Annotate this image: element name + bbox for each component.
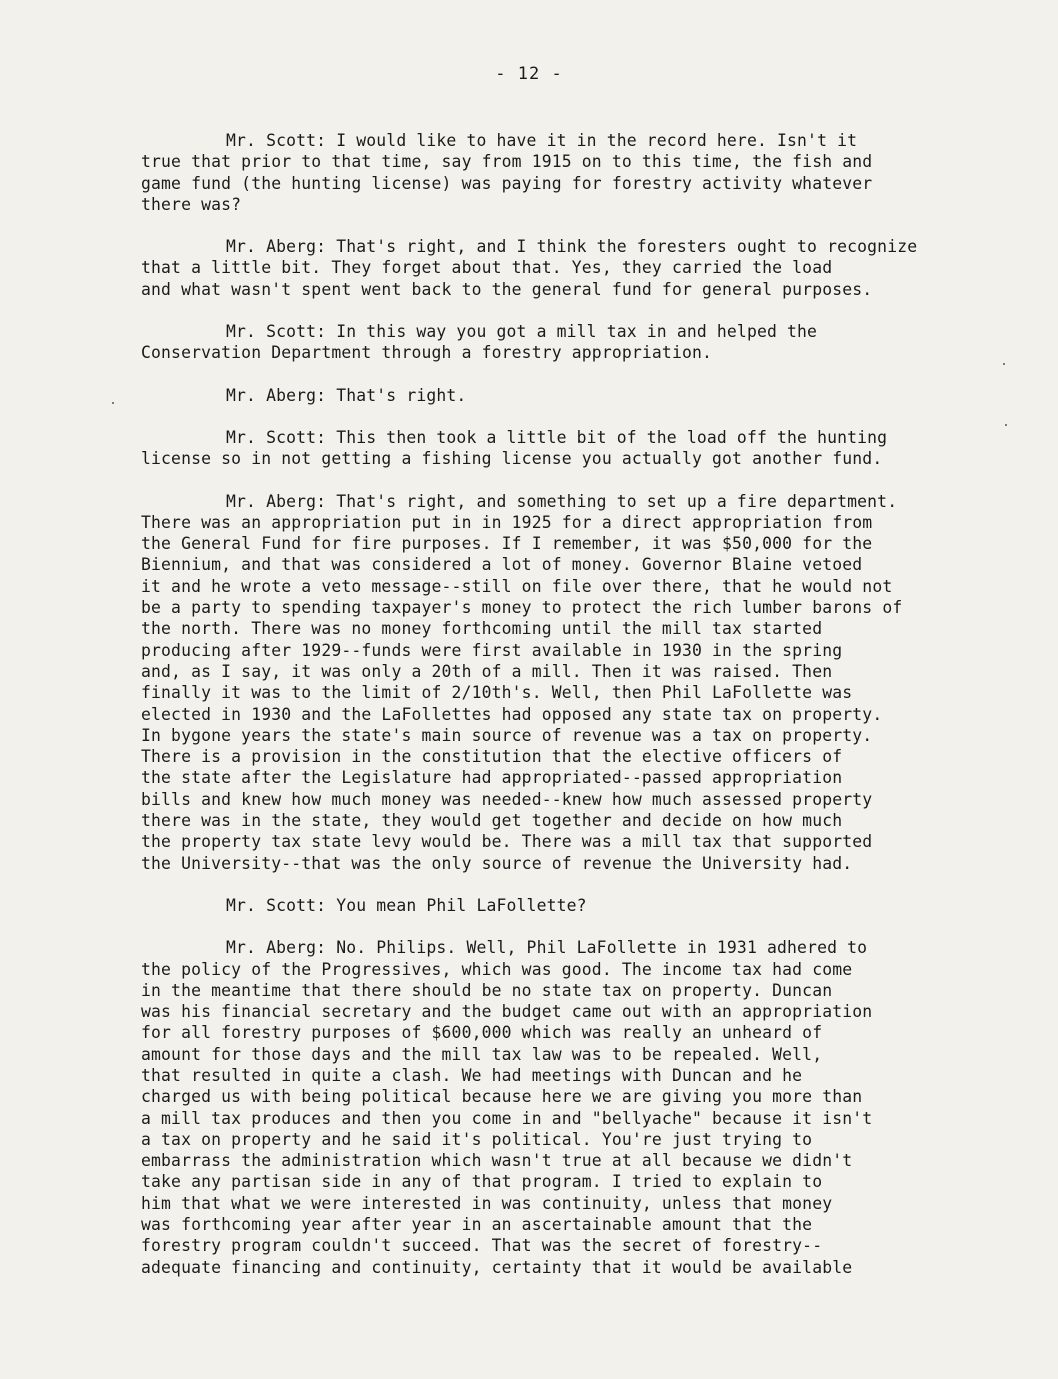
paragraph xyxy=(141,130,971,215)
paragraph-text: You mean Phil LaFollette? xyxy=(326,895,587,915)
speaker-label: Mr. Scott: xyxy=(226,895,327,915)
paragraph-text: I would like to have it in the record here. Isn't it true that prior to that time, say from 1915 on to this time, the fish and game fund (the hunting license) was paying for forestry activity whatever there was? xyxy=(141,131,873,214)
paragraph-text: That's right. xyxy=(326,385,467,405)
speaker-label: Mr. Scott: xyxy=(226,427,327,447)
speaker-label: Mr. Aberg: xyxy=(226,938,327,958)
paragraph xyxy=(141,321,971,364)
page-number: - 12 - xyxy=(495,64,563,84)
paragraph xyxy=(141,427,971,470)
paper-speck xyxy=(112,402,114,404)
paragraph-text: This then took a little bit of the load off the hunting license so in not getting a fishing license you actually got another fund. xyxy=(141,427,888,469)
speaker-label: Mr. Aberg: xyxy=(226,237,327,257)
paragraph-text: No. Philips. Well, Phil LaFollette in 1931 adhered to the policy of the Progressives, which was good. The income tax had come in the meantime that there should be no state tax on property. Duncan was his financial secretary and the budget came out with an appropriation for all forestry purposes of $600,000 which was really an unheard of amount for those days and the mill tax law was to be repealed. Well, that resulted in quite a clash. We had meetings with Duncan and he charged us with being political because here we are giving you more than a mill tax produces and then you come in and "bellyache" because it isn't a tax on property and he said it's political. You're just trying to embarrass the administration which wasn't true at all because we didn't take any partisan side in any of that program. I tried to explain to him that what we were interested in was continuity, unless that money was forthcoming year after year in an ascertainable amount that the forestry program couldn't succeed. That was the secret of forestry-- adequate financing and continuity, certainty that it would be available xyxy=(141,938,873,1277)
paragraph-text: That's right, and I think the foresters ought to recognize that a little bit. They forget about that. Yes, they carried the load and what wasn't spent went back to the general fund for general purposes. xyxy=(141,237,918,299)
paragraph xyxy=(141,937,971,1278)
transcript-body xyxy=(141,130,971,1299)
paragraph-text: That's right, and something to set up a fire department. There was an appropriation put in in 1925 for a direct appropriation from the General Fund for fire purposes. If I remember, it was $50,000 for the Biennium, and that was considered a lot of money. Governor Blaine vetoed it and he wrote a veto message--still on file over there, that he would not be a party to spending taxpayer's money to protect the rich lumber barons of the north. There was no money forthcoming until the mill tax started producing after 1929--funds were first available in 1930 in the spring and, as I say, it was only a 20th of a mill. Then it was raised. Then finally it was to the limit of 2/10th's. Well, then Phil LaFollette was elected in 1930 and the LaFollettes had opposed any state tax on property. In bygone years the state's main source of revenue was a tax on property. There is a provision in the constitution that the elective officers of the state after the Legislature had appropriated--passed appropriation bills and knew how much money was needed--knew how much assessed property there was in the state, they would get together and decide on how much the property tax state levy would be. There was a mill tax that supported the University--that was the only source of revenue the University had. xyxy=(141,491,903,873)
paper-speck xyxy=(1003,363,1005,365)
paper-speck xyxy=(1005,424,1007,426)
paragraph xyxy=(141,236,971,300)
paragraph xyxy=(141,491,971,874)
speaker-label: Mr. Aberg: xyxy=(226,385,327,405)
paragraph xyxy=(141,385,971,406)
paragraph xyxy=(141,895,971,916)
speaker-label: Mr. Aberg: xyxy=(226,491,327,511)
speaker-label: Mr. Scott: xyxy=(226,131,327,150)
speaker-label: Mr. Scott: xyxy=(226,322,327,342)
paragraph-text: In this way you got a mill tax in and helped the Conservation Department through a forestry appropriation. xyxy=(141,322,818,363)
